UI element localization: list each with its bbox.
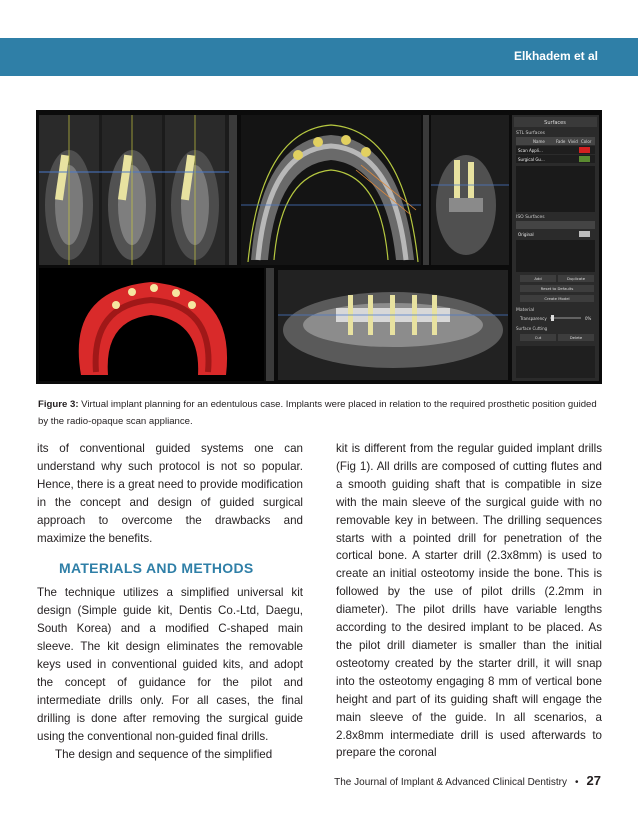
figure-implant-planning <box>36 110 602 384</box>
material-label: Material <box>516 308 535 313</box>
reset-button-label: Reset to Defaults <box>540 286 574 291</box>
stl-section-label: STL Surfaces <box>516 131 546 136</box>
sagittal-view <box>431 115 509 265</box>
stl-row-2: Surgical Gu... <box>518 157 545 162</box>
col-color: Color <box>581 139 592 144</box>
right-paragraph-1: kit is different from the regular guided implant drills (Fig 1). All drills are composed of cutting flutes and a smooth guiding shaft that is compatible in size with the main sleeve of the surgical guide with no removable key in between. The drilling sequences starts with a pointed drill for penetration of the cortical bone. A starter drill (2.3x8mm) is used to create an initial osteotomy inside the bone. This is followed by the use of pilot drills (2.2mm in diameter). The pilot drills have variable lengths according to the desired implant to be placed. As the pilot drill diameter is smaller than the initial osteotomy created by the starter drill, it will snap into the osteotomy engaging 8 mm of vertical bone height and part of its guiding shaft will engage the main sleeve of the guide. In all scenarios, a 2.8x8mm intermediate drill is used afterwards to prepare the coronal <box>336 442 602 760</box>
panoramic-view <box>278 270 508 380</box>
figure-caption-text: Virtual implant planning for an edentulous case. Implants were placed in relation to the required prosthetic position guided by the radio-opaque scan appliance. <box>38 399 597 427</box>
left-column <box>37 440 303 763</box>
footer-bullet: • <box>575 777 579 788</box>
3d-model-view <box>39 268 274 381</box>
iso-section-label: ISO Surfaces <box>516 215 545 220</box>
figure-caption-label: Figure 3: <box>38 399 79 410</box>
col-name: Name <box>533 139 545 144</box>
iso-row-1: Original <box>518 232 534 237</box>
surfaces-panel <box>512 115 599 381</box>
header-band <box>0 38 638 76</box>
right-column <box>336 440 602 762</box>
running-head-author: Elkhadem et al <box>513 49 598 63</box>
figure-caption <box>38 396 598 430</box>
stl-row-1: Scan Appli... <box>518 148 543 153</box>
page-footer <box>334 773 601 788</box>
surface-cutting-label: Surface Cutting <box>516 326 548 331</box>
duplicate-button-label: Duplicate <box>566 276 586 281</box>
left-paragraph-2: The technique utilizes a simplified universal kit design (Simple guide kit, Dentis Co.-Ltd, Daegu, South Korea) and a modified C-shaped main sleeve. The kit design eliminates the removable keys used in conventional guided kits, and adopt the concept of guidance for the pilot and intermediate drills only. For all cases, the final drilling is done after removing the surgical guide using the conventional non-guided final drills. <box>37 586 303 743</box>
cut-button-label: Cut <box>534 335 542 340</box>
axial-arch-view <box>241 115 429 265</box>
transparency-value: 0% <box>585 316 592 321</box>
page-number: 27 <box>586 773 601 788</box>
create-model-button-label: Create Model <box>544 296 570 301</box>
col-fade: Fade <box>556 139 566 144</box>
implant-planning-screenshot <box>36 110 602 384</box>
panel-title: Surfaces <box>544 120 566 126</box>
delete-button-label: Delete <box>569 335 583 340</box>
journal-name: The Journal of Implant & Advanced Clinical Dentistry <box>334 777 568 788</box>
transparency-label: Transparency <box>520 316 547 321</box>
section-heading-materials-methods: MATERIALS AND METHODS <box>59 560 254 577</box>
cross-section-panels <box>39 115 237 265</box>
add-button-label: Add <box>534 276 542 281</box>
left-paragraph-3: The design and sequence of the simplified <box>55 747 273 761</box>
left-paragraph-1: its of conventional guided systems one can understand why such protocol is not so popular. Hence, there is a great need to provide modification in the concept and design of guided surgical approach to overcome the drawbacks and maximize the benefits. <box>37 442 303 545</box>
col-vivid: Vivid <box>568 139 578 144</box>
